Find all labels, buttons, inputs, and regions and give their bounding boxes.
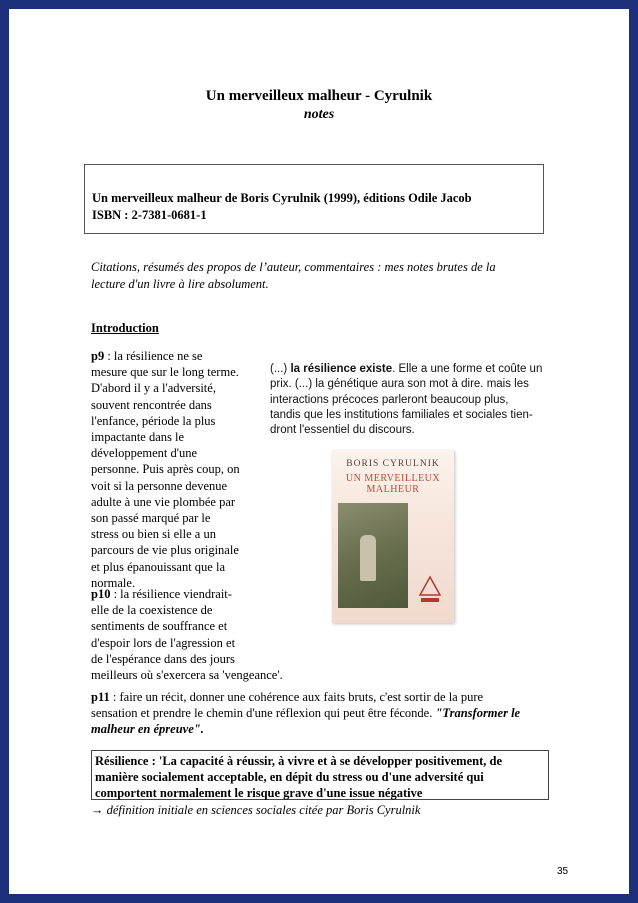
intro-line: lecture d'un livre à lire absolument. [91, 277, 269, 291]
p9-line: stress ou bien si elle a un [91, 527, 216, 542]
p11-emphasis: "Transformer le [435, 706, 521, 721]
cover-title-line: MALHEUR [366, 484, 420, 495]
publisher-logo-icon [418, 575, 442, 605]
p10-line: meilleurs où s'exercera sa 'vengeance'. [91, 668, 283, 683]
quote-line: tandis que les institutions familiales et sociales tien- [270, 408, 533, 421]
document-title: Un merveilleux malheur - Cyrulnik [205, 88, 433, 104]
p10-line: sentiments de souffrance et [91, 619, 228, 634]
section-heading: Introduction [91, 321, 159, 335]
resilience-line: comportent normalement le risque grave d'une issue négative [95, 786, 423, 800]
reference-box [84, 164, 544, 234]
p10-line: : la résilience viendrait- [110, 587, 232, 601]
p9-line: normale. [91, 575, 136, 590]
resilience-definition-box [91, 750, 549, 800]
p9-line: mesure que sur le long terme. [91, 365, 239, 380]
quote-line: interactions précoces parleront beaucoup plus, [270, 393, 509, 406]
p9-line: développement d'une [91, 446, 198, 461]
definition-note: → définition initiale en sciences sociales citée par Boris Cyrulnik [91, 803, 421, 817]
p9-line: adulte à une vie plombée par [91, 494, 236, 509]
page-label: p11 [91, 690, 110, 704]
quote-excerpt [270, 362, 545, 438]
p9-line: souvent rencontrée dans [91, 397, 212, 412]
quote-text: (...) [270, 363, 291, 375]
resilience-line: manière socialement acceptable, en dépit du stress ou d'une adversité qui [95, 770, 484, 784]
paragraph-p9 [91, 348, 266, 591]
cover-title-line: UN MERVEILLEUX [345, 473, 441, 484]
cover-author: BORIS CYRULNIK [346, 459, 440, 469]
reference-line-title: Un merveilleux malheur de Boris Cyrulnik (1999), éditions Odile Jacob [92, 191, 472, 205]
paragraph-p11 [91, 689, 551, 738]
page-label: p10 [91, 587, 111, 601]
page-label: p9 [91, 349, 105, 363]
p9-line: et plus épanouissant que la [91, 559, 225, 574]
p11-line: sensation et prendre le chemin d'une réflexion qui peut être féconde. [91, 706, 436, 721]
p10-line: de l'espérance dans des jours [91, 651, 235, 666]
p11-emphasis: malheur en épreuve". [91, 722, 204, 737]
document-page [9, 9, 629, 894]
intro-text [91, 259, 551, 293]
p9-line: parcours de vie plus originale [91, 543, 239, 558]
p9-line: voit si la personne devenue [91, 478, 228, 493]
cover-photo-child [360, 535, 376, 581]
p9-line: : la résilience ne se [104, 349, 203, 363]
quote-line: dront l'essentiel du discours. [270, 424, 415, 437]
quote-text: . Elle a une forme et coûte un [392, 363, 543, 375]
cover-title [332, 473, 454, 495]
intro-line: Citations, résumés des propos de l’auteur, commentaires : mes notes brutes de la [91, 260, 496, 274]
p9-line: D'abord il y a l'adversité, [91, 381, 216, 396]
p9-line: son passé marqué par le [91, 511, 211, 526]
paragraph-p10 [91, 586, 291, 683]
p9-line: personne. Puis après coup, on [91, 462, 240, 477]
page-number: 35 [557, 866, 569, 877]
document-subtitle: notes [303, 107, 335, 122]
quote-highlight: la résilience existe [290, 363, 393, 375]
resilience-line: Résilience : 'La capacité à réussir, à vivre et à se développer positivement, de [95, 754, 502, 768]
book-cover-image [332, 450, 454, 623]
p10-line: elle de la coexistence de [91, 603, 213, 618]
cover-photo [338, 503, 408, 608]
p9-line: impactante dans le [91, 430, 185, 445]
quote-line: prix. (...) la génétique aura son mot à dire. mais les [270, 378, 529, 391]
p9-line: l'enfance, période la plus [91, 413, 216, 428]
p10-line: d'espoir lors de l'agression et [91, 635, 236, 650]
reference-line-isbn: ISBN : 2-7381-0681-1 [92, 207, 207, 222]
p11-line: : faire un récit, donner une cohérence aux faits bruts, c'est sortir de la pure [109, 690, 484, 704]
